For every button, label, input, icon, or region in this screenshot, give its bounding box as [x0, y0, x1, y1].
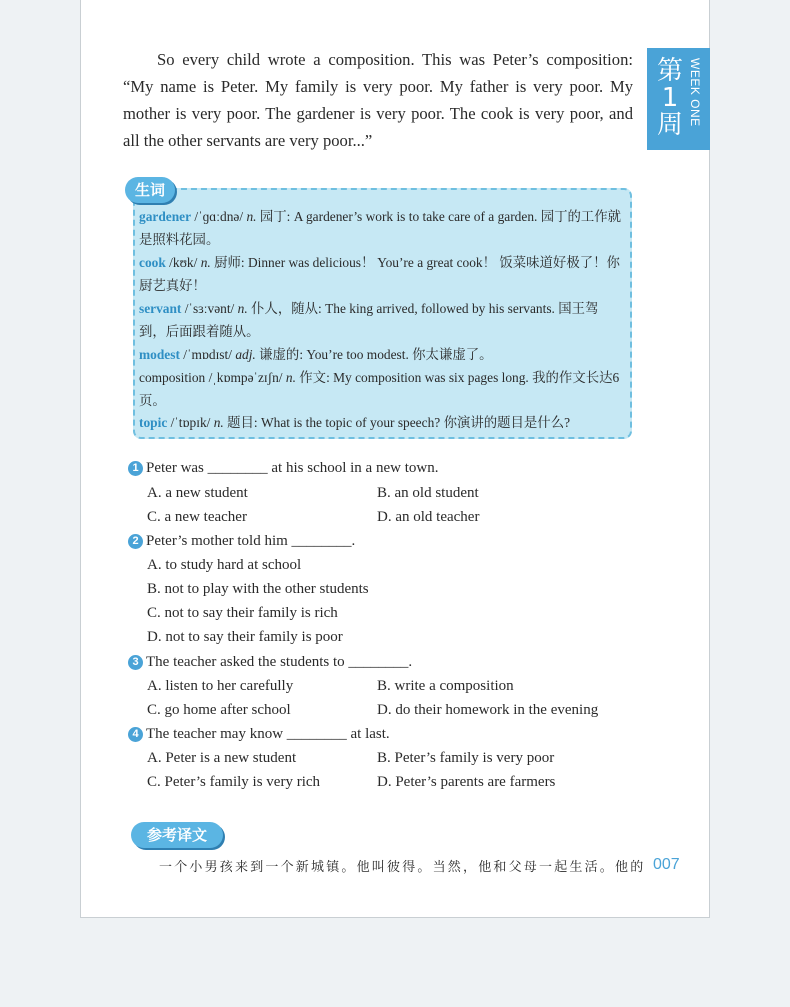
question-4-option-b: B. Peter’s family is very poor: [377, 750, 555, 766]
question-4-option-c: C. Peter’s family is very rich: [147, 774, 321, 790]
question-2-option-a: A. to study hard at school: [147, 557, 302, 573]
page-number: 007: [653, 856, 680, 873]
question-3-stem: 3 The teacher asked the students to ________.: [128, 652, 412, 672]
question-number-badge: 3: [128, 655, 143, 670]
week-tab-english: WEEK ONE: [688, 58, 702, 127]
question-4-option-a: A. Peter is a new student: [147, 750, 297, 766]
story-paragraph: So every child wrote a composition. This was Peter’s composition: “My name is Peter. My family is very poor. My father is very poor. My mother is very poor. The gardener is very poor. The cook is very poor, and all the other servants are very poor...”: [123, 50, 633, 150]
question-1-option-b: B. an old student: [377, 485, 479, 501]
question-1-stem: 1 Peter was ________ at his school in a new town.: [128, 458, 438, 478]
question-2-option-c: C. not to say their family is rich: [147, 605, 338, 621]
translation-text: 一个小男孩来到一个新城镇。他叫彼得。当然，他和父母一起生活。他的: [159, 860, 646, 875]
vocab-entry-composition: composition /ˌkɒmpəˈzɪʃn/ n. 作文: My composition was six pages long. 我的作文长达6页。: [139, 370, 620, 408]
question-3-option-b: B. write a composition: [377, 678, 514, 694]
question-3-option-a: A. listen to her carefully: [147, 678, 294, 694]
question-3-option-d: D. do their homework in the evening: [377, 702, 599, 718]
question-4-stem: 4 The teacher may know ________ at last.: [128, 724, 390, 744]
question-2-option-d: D. not to say their family is poor: [147, 629, 343, 645]
question-1-option-c: C. a new teacher: [147, 509, 247, 525]
question-4-option-d: D. Peter’s parents are farmers: [377, 774, 556, 790]
translation-badge: 参考译文: [131, 822, 223, 848]
week-tab: [647, 48, 710, 150]
vocab-entry-cook: cook /kʊk/ n. 厨师: Dinner was delicious！ You’re a great cook！ 饭菜味道好极了！你厨艺真好！: [139, 255, 620, 293]
vocabulary-badge: 生词: [125, 177, 175, 203]
vocab-entry-gardener: gardener /ˈɡɑːdnə/ n. 园丁: A gardener’s work is to take care of a garden. 园丁的工作就是照料花园。: [139, 209, 622, 247]
question-number-badge: 1: [128, 461, 143, 476]
textbook-page: [80, 0, 710, 918]
question-number-badge: 4: [128, 727, 143, 742]
vocab-entry-servant: servant /ˈsɜːvənt/ n. 仆人，随从: The king arrived, followed by his servants. 国王驾到，后面跟着随从。: [139, 301, 599, 339]
question-2-stem: 2 Peter’s mother told him ________.: [128, 531, 355, 551]
question-1-option-a: A. a new student: [147, 485, 248, 501]
question-3-option-c: C. go home after school: [147, 702, 291, 718]
vocab-entry-modest: modest /ˈmɒdɪst/ adj. 谦虚的: You’re too modest. 你太谦虚了。: [139, 347, 493, 362]
question-number-badge: 2: [128, 534, 143, 549]
question-2-option-b: B. not to play with the other students: [147, 581, 369, 597]
question-1-option-d: D. an old teacher: [377, 509, 480, 525]
week-tab-chinese: 第1周: [656, 56, 683, 140]
vocab-entry-topic: topic /ˈtɒpɪk/ n. 题目: What is the topic of your speech? 你演讲的题目是什么?: [139, 415, 571, 430]
